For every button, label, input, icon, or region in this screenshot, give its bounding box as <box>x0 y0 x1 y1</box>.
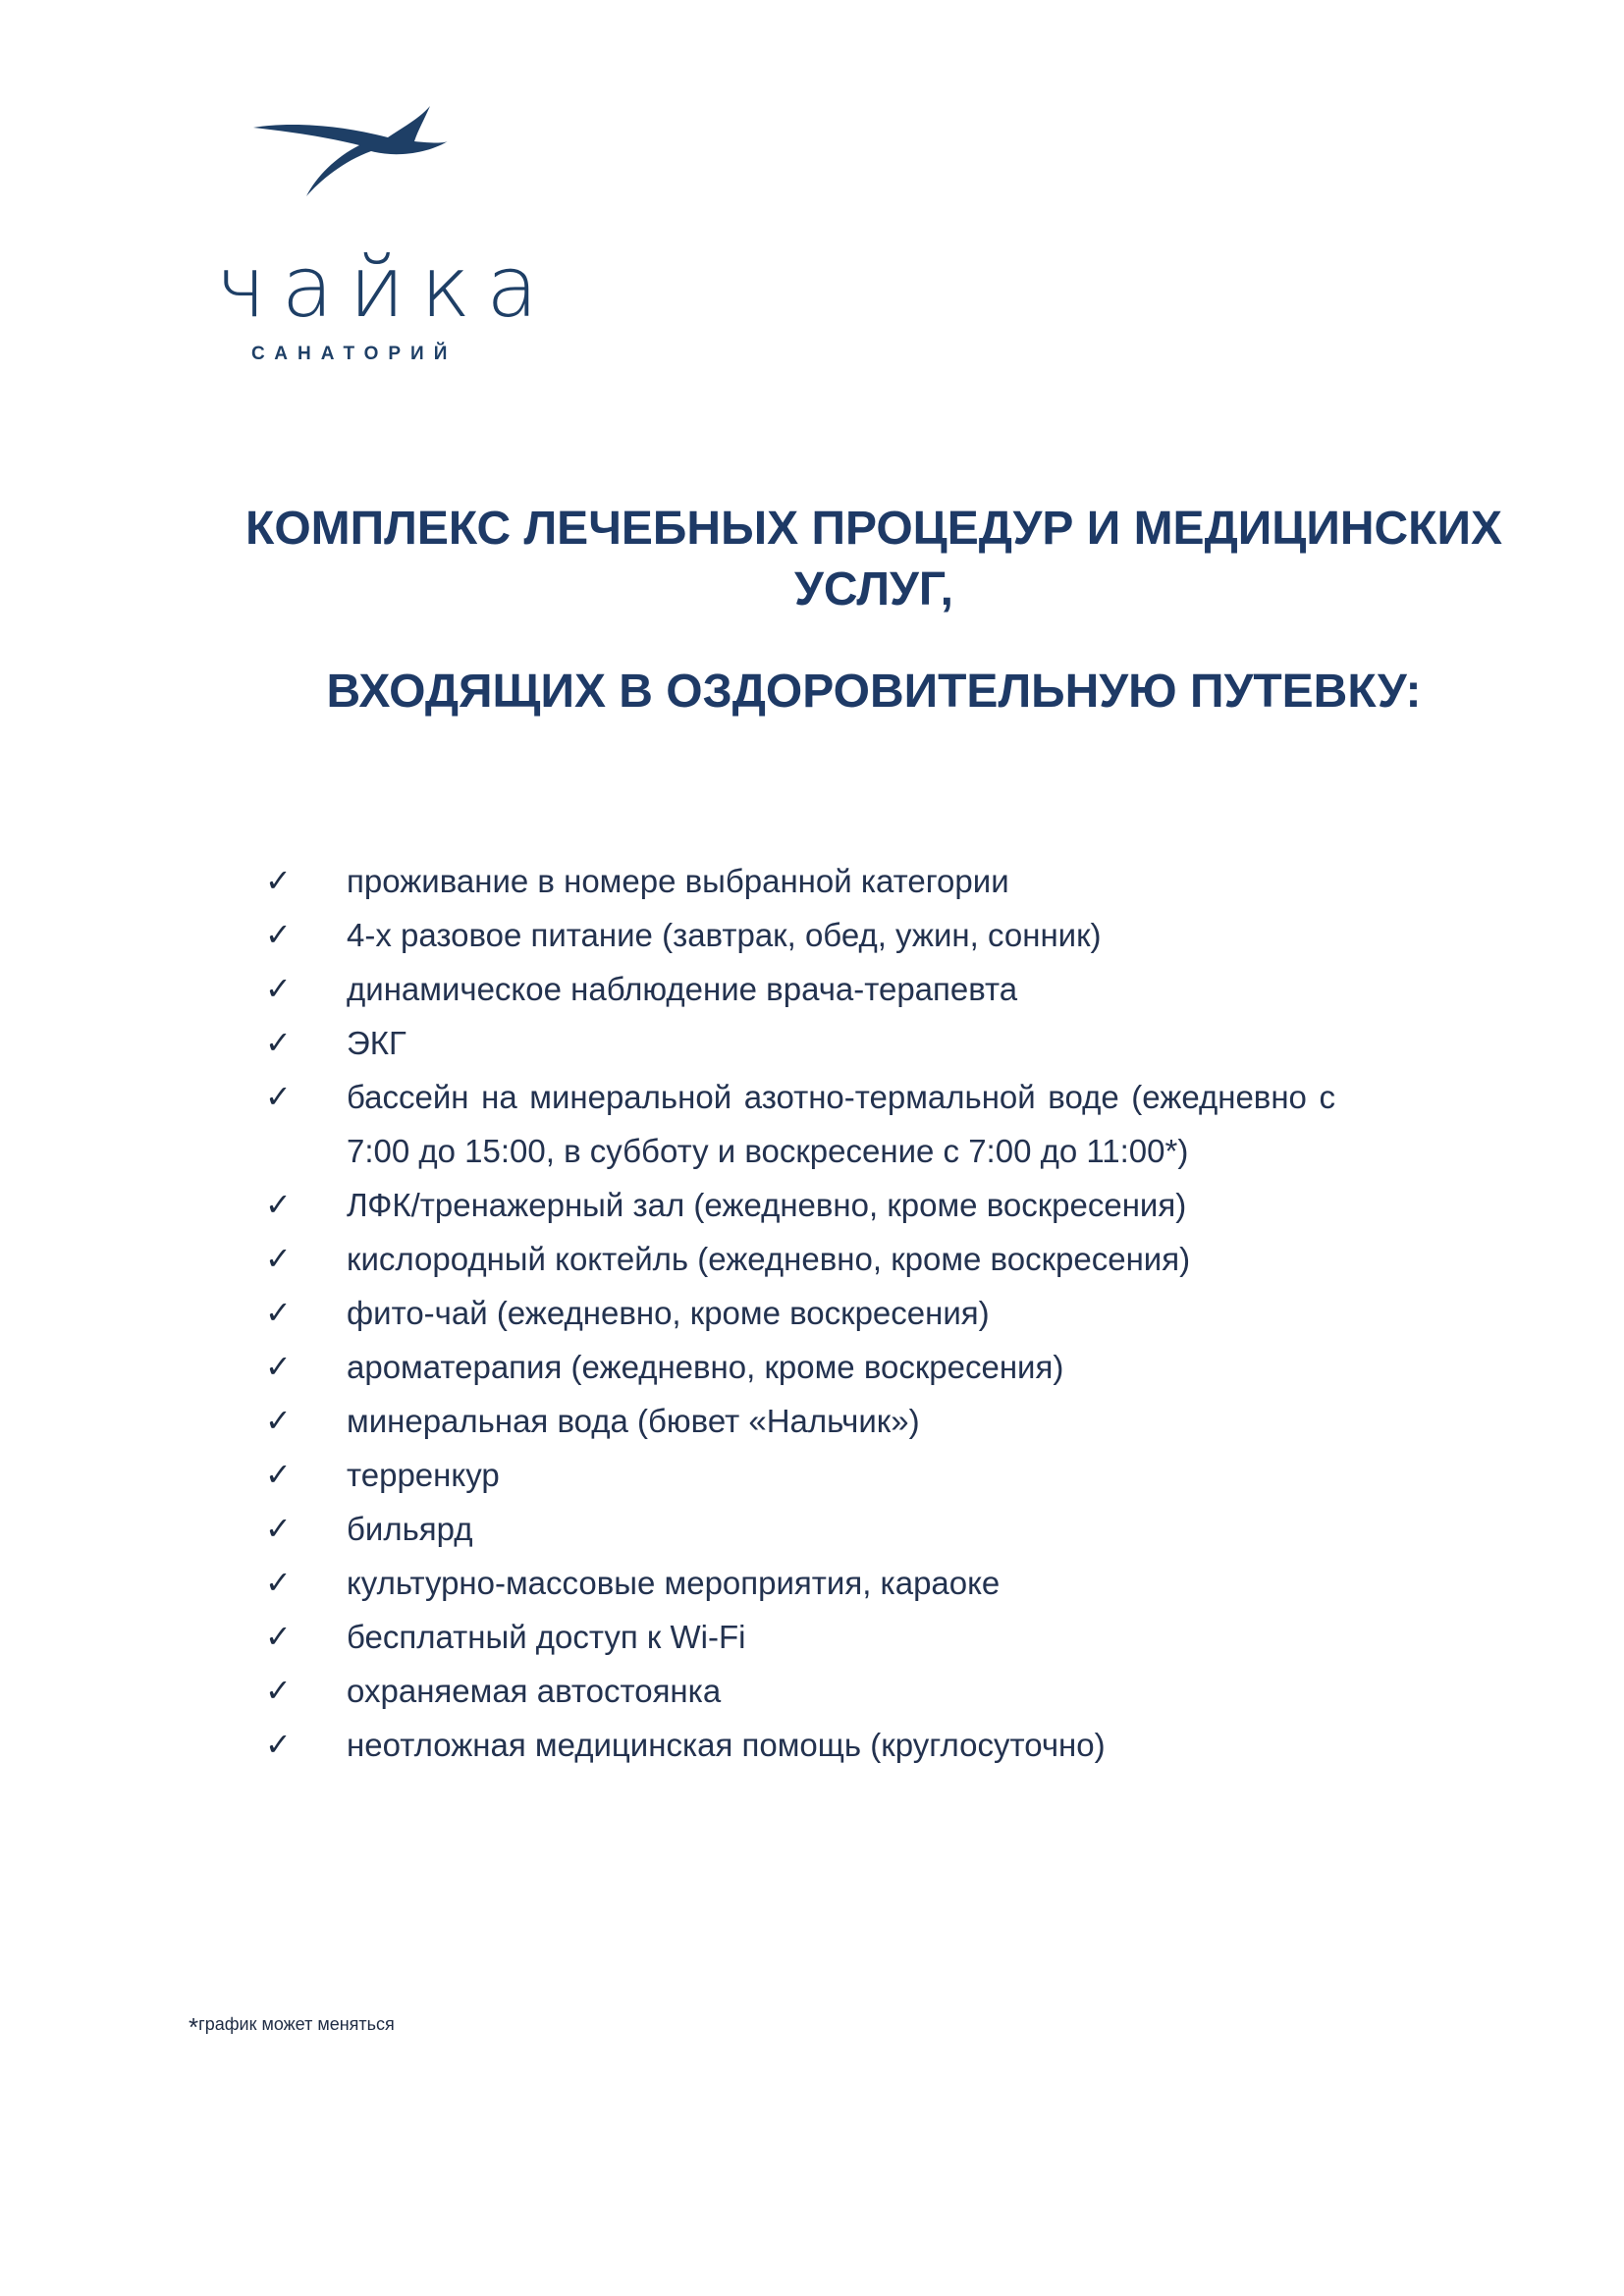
list-item <box>265 1178 1335 1232</box>
list-item-text: бесплатный доступ к Wi-Fi <box>347 1619 746 1655</box>
check-icon: ✓ <box>265 1349 292 1384</box>
list-item <box>265 1340 1335 1394</box>
seagull-icon <box>196 98 452 206</box>
list-item-text: ЭКГ <box>347 1025 406 1061</box>
list-item <box>265 1610 1335 1664</box>
list-item-text: кислородный коктейль (ежедневно, кроме воскресения) <box>347 1241 1191 1277</box>
check-icon: ✓ <box>265 1295 292 1330</box>
list-item <box>265 1070 1335 1178</box>
title-line-1: КОМПЛЕКС ЛЕЧЕБНЫХ ПРОЦЕДУР И МЕДИЦИНСКИХ УСЛУГ, <box>245 503 1502 615</box>
footnote-text: график может меняться <box>198 2014 395 2034</box>
check-icon: ✓ <box>265 971 292 1006</box>
page-title <box>196 499 1551 722</box>
list-item-text: минеральная вода (бювет «Нальчик») <box>347 1403 920 1439</box>
check-icon: ✓ <box>265 1403 292 1438</box>
list-item-text: неотложная медицинская помощь (круглосуточно) <box>347 1727 1106 1763</box>
check-icon: ✓ <box>265 1673 292 1708</box>
list-item-text: охраняемая автостоянка <box>347 1673 722 1709</box>
check-icon: ✓ <box>265 863 292 898</box>
services-list <box>265 854 1335 1772</box>
list-item <box>265 854 1335 908</box>
check-icon: ✓ <box>265 1619 292 1654</box>
check-icon: ✓ <box>265 1025 292 1060</box>
list-item-text: бильярд <box>347 1511 473 1547</box>
check-icon: ✓ <box>265 1727 292 1762</box>
check-icon: ✓ <box>265 1457 292 1492</box>
list-item <box>265 1718 1335 1772</box>
check-icon: ✓ <box>265 1079 292 1114</box>
check-icon: ✓ <box>265 1565 292 1600</box>
title-line-2: ВХОДЯЩИХ В ОЗДОРОВИТЕЛЬНУЮ ПУТЕВКУ: <box>326 666 1422 718</box>
logo-subtitle: САНАТОРИЙ <box>251 344 458 364</box>
list-item <box>265 1016 1335 1070</box>
list-item <box>265 1448 1335 1502</box>
list-item <box>265 1502 1335 1556</box>
list-item <box>265 1664 1335 1718</box>
footnote <box>189 2012 395 2043</box>
list-item <box>265 1232 1335 1286</box>
list-item-text: 4-х разовое питание (завтрак, обед, ужин, сонник) <box>347 917 1102 953</box>
list-item-text: бассейн на минеральной азотно-термальной воде (ежедневно с 7:00 до 15:00, в субботу и воскресение с 7:00 до 11:00*) <box>347 1079 1335 1169</box>
check-icon: ✓ <box>265 1187 292 1222</box>
list-item-text: ароматерапия (ежедневно, кроме воскресения) <box>347 1349 1064 1385</box>
list-item-text: проживание в номере выбранной категории <box>347 863 1009 899</box>
list-item <box>265 908 1335 962</box>
check-icon: ✓ <box>265 1241 292 1276</box>
list-item-text: фито-чай (ежедневно, кроме воскресения) <box>347 1295 990 1331</box>
list-item <box>265 1556 1335 1610</box>
list-item <box>265 1394 1335 1448</box>
check-icon: ✓ <box>265 917 292 952</box>
list-item <box>265 1286 1335 1340</box>
list-item-text: терренкур <box>347 1457 500 1493</box>
list-item-text: ЛФК/тренажерный зал (ежедневно, кроме воскресения) <box>347 1187 1187 1223</box>
footnote-star: * <box>189 2012 199 2042</box>
list-item <box>265 962 1335 1016</box>
list-item-text: культурно-массовые мероприятия, караоке <box>347 1565 1001 1601</box>
logo-name: чайка <box>216 239 554 337</box>
logo <box>196 98 554 383</box>
list-item-text: динамическое наблюдение врача-терапевта <box>347 971 1018 1007</box>
check-icon: ✓ <box>265 1511 292 1546</box>
